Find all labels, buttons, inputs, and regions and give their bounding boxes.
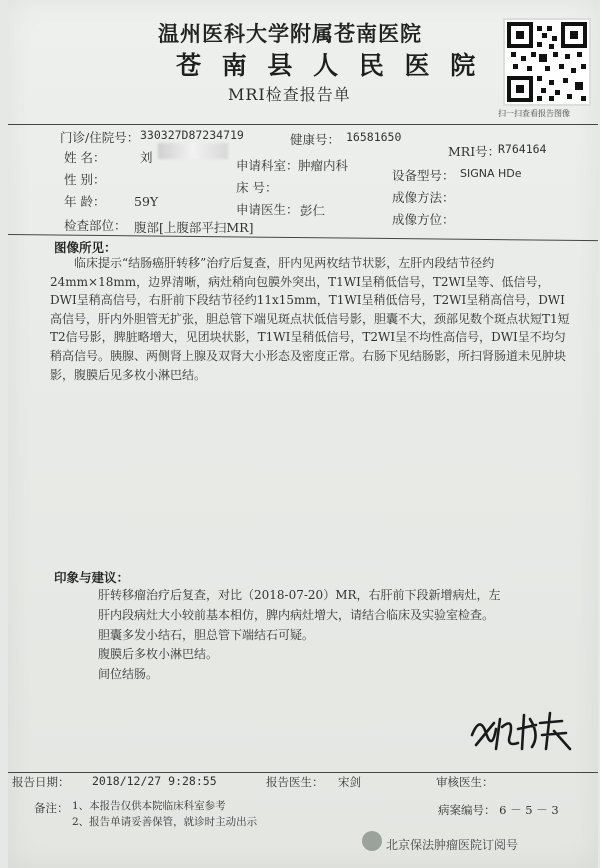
suggestion-line: 腹膜后多枚小淋巴结。 [98, 647, 219, 662]
report-title: MRI检查报告单 [228, 85, 351, 104]
device-label: 设备型号： [392, 168, 455, 183]
divider [8, 772, 598, 773]
report-date-label: 报告日期： [12, 775, 70, 789]
suggestion-line: 胆囊多发小结石，胆总管下端结石可疑。 [98, 627, 315, 642]
reporter-value: 宋剑 [338, 775, 361, 789]
mri-value: R764164 [498, 142, 547, 156]
device-value: SIGNA HDe [460, 167, 522, 180]
name-label: 姓 名： [64, 150, 106, 165]
age-value: 59Y [134, 194, 159, 209]
note-label: 备注： [34, 801, 69, 815]
qr-code-icon[interactable] [503, 18, 591, 106]
report-date-value: 2018/12/27 9:28:55 [92, 774, 217, 788]
doctor-signature [466, 705, 576, 759]
dept-value: 肿瘤内科 [298, 158, 349, 173]
outpatient-value: 330327D87234719 [140, 128, 244, 142]
findings-text [50, 254, 570, 384]
hospital-name-line1: 温州医科大学附属苍南医院 [158, 21, 422, 46]
note-line-2: 2、报告单请妥善保管，就诊时主动出示 [72, 816, 258, 828]
health-label: 健康号： [290, 132, 341, 147]
findings-title: 图像所见： [54, 240, 117, 255]
outpatient-label: 门诊/住院号： [60, 130, 140, 145]
position-label: 成像方位： [392, 212, 455, 227]
sex-label: 性 别： [64, 172, 106, 187]
method-label: 成像方法： [392, 190, 455, 205]
suggestion-title: 印象与建议： [54, 570, 130, 585]
doctor-label: 申请医生： [236, 202, 299, 217]
bed-label: 床 号： [236, 180, 278, 195]
age-label: 年 龄： [64, 194, 106, 209]
wechat-icon [362, 831, 382, 851]
dept-label: 申请科室： [236, 158, 299, 173]
findings-paragraph: 临床提示“结肠癌肝转移”治疗后复查，肝内见两枚结节状影，左肝内段结节径约24mm×18mm，边界清晰，病灶稍向包膜外突出，T1WI呈稍低信号，T2WI呈等、低信号，DWI呈稍高信号，右肝前下段结节径约11x15mm，T1WI呈稍低信号，T2WI呈稍高信号，DWI高信号，肝内外胆管无扩张，胆总管下端见斑点状低信号影，胆囊不大，颈部见数个斑点状短T1短T2信号影，脾脏略增大，见团块状影，T1WI呈稍低信号，T2WI呈不均性高信号，DWI呈不均匀稍高信号。胰腺、两侧肾上腺及双肾大小形态及密度正常。右肠下见结肠影，所扫肾肠道未见肿块影，腹膜后见多枚小淋巴结。 [50, 256, 570, 382]
mri-label: MRI号： [448, 144, 501, 159]
suggestion-text [98, 586, 568, 685]
report-paper [8, 0, 598, 868]
name-redaction [158, 143, 228, 159]
doctor-value: 彭仁 [300, 203, 326, 218]
suggestion-line: 肝内段病灶大小较前基本相仿，脾内病灶增大，请结合临床及实验室检查。 [98, 607, 495, 622]
note-line-1: 1、本报告仅供本院临床科室参考 [72, 800, 226, 812]
reviewer-label: 审核医生： [436, 775, 494, 789]
name-value: 刘 [140, 150, 153, 165]
qr-caption: 扫一扫查看报告图像 [498, 109, 570, 118]
divider [8, 124, 598, 125]
part-label: 检查部位： [64, 218, 127, 233]
hospital-name-line2: 苍 南 县 人 民 医 院 [176, 51, 482, 80]
reporter-label: 报告医生： [266, 775, 324, 789]
suggestion-line: 肝转移瘤治疗后复查，对比（2018-07-20）MR，右肝前下段新增病灶，左 [98, 588, 501, 602]
watermark-text: 北京保法肿瘤医院订阅号 [386, 838, 519, 852]
health-value: 16581650 [346, 130, 402, 144]
suggestion-line: 间位结肠。 [98, 667, 159, 682]
form-code: 病案编号： 6 － 5 － 3 [438, 803, 559, 817]
part-value: 腹部[上腹部平扫MR] [134, 220, 254, 235]
